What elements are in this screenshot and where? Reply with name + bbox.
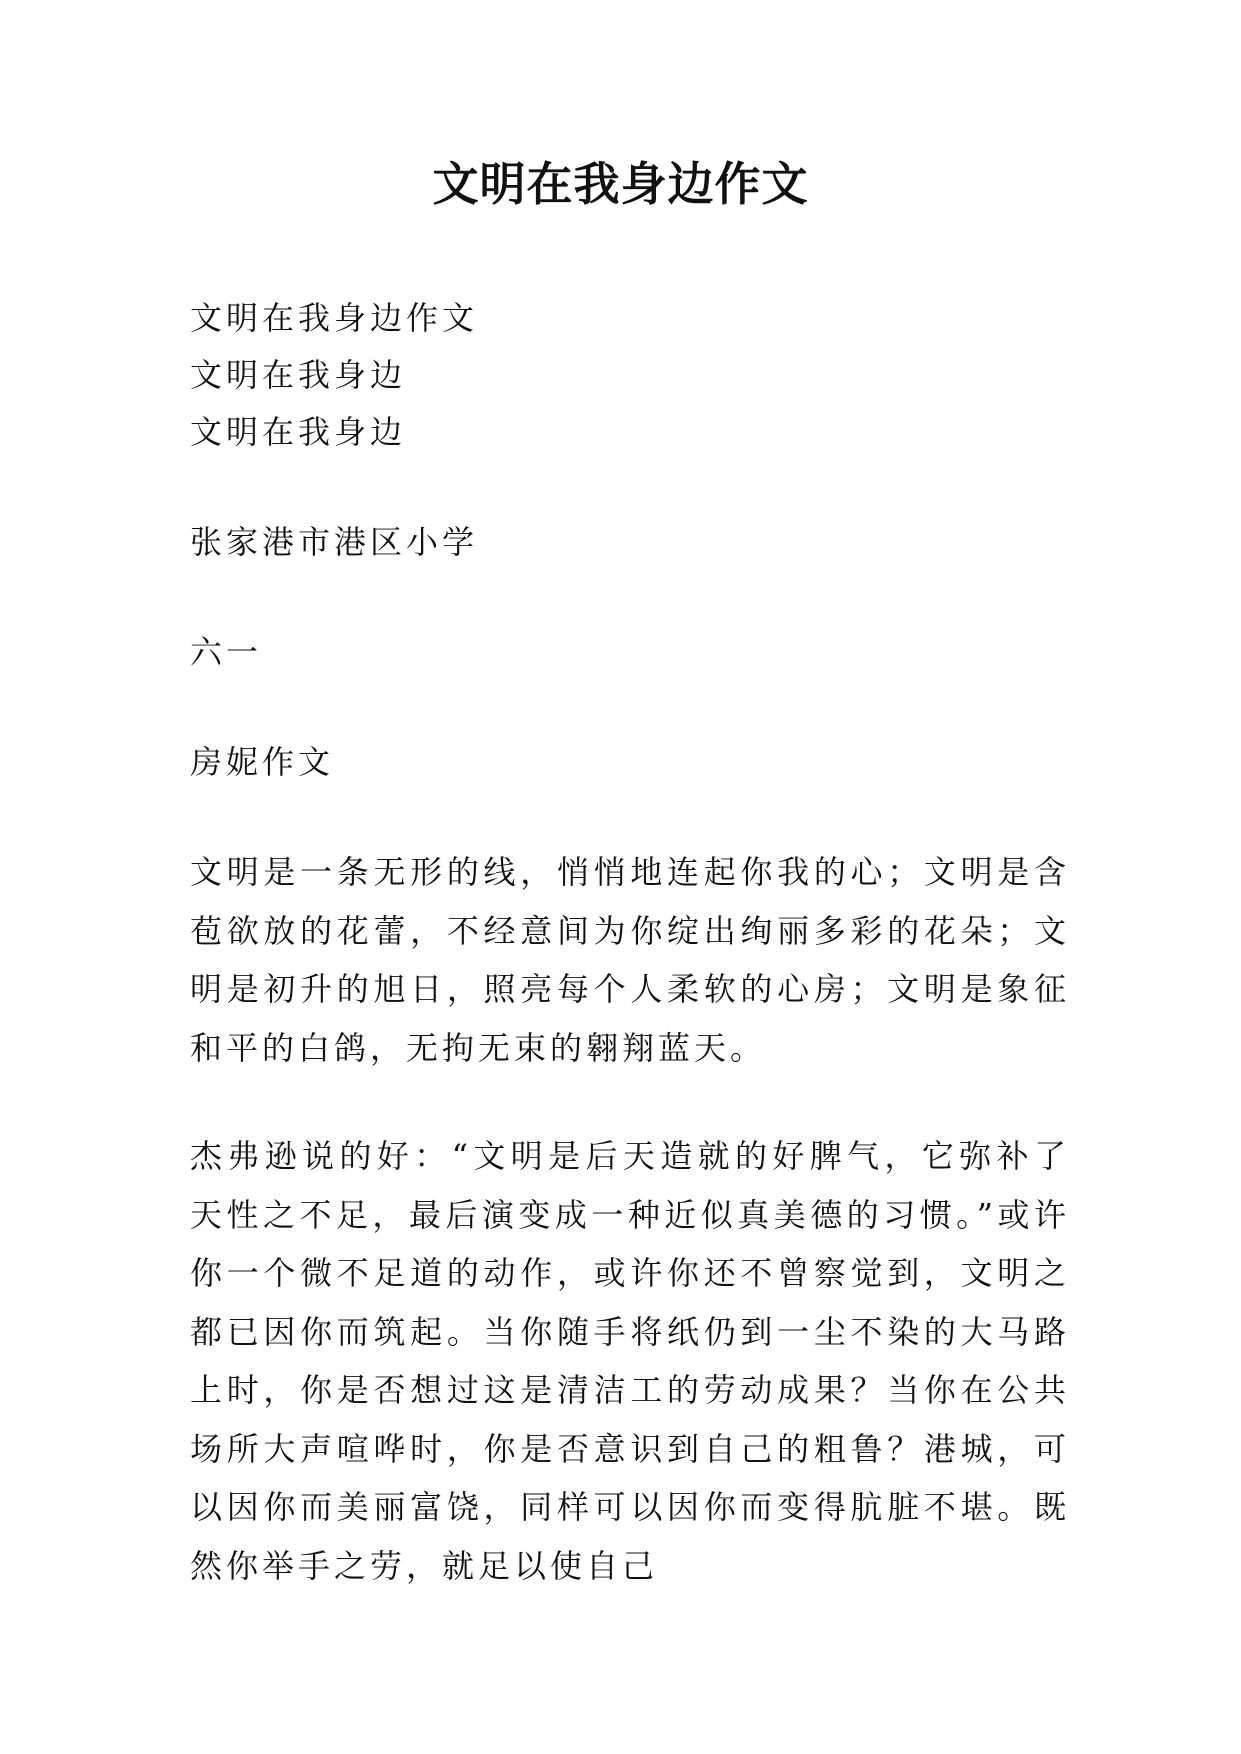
spacer [190,1077,1070,1127]
document-body [190,290,1070,1595]
header-line: 文明在我身边作文 [190,299,479,337]
author-name: 房妮作文 [190,743,335,781]
spacer [190,791,1070,843]
document-title: 文明在我身边作文 [432,157,809,211]
spacer [190,571,1070,624]
header-line: 文明在我身边 [190,356,407,394]
school-name: 张家港市港区小学 [190,523,479,561]
paragraph: 杰弗逊说的好：“文明是后天造就的好脾气，它弥补了天性之不足，最后演变成一种近似真美德的习惯。”或许你一个微不足道的动作，或许你还不曾察觉到，文明之都已因你而筑起。当你随手将纸仍到一尘不染的大马路上时，你是否想过这是清洁工的劳动成果？当你在公共场所大声喧哗时，你是否意识到自己的粗鲁？港城，可以因你而美丽富饶，同样可以因你而变得肮脏不堪。既然你举手之劳，就足以使自己 [190,1137,1070,1585]
spacer [190,681,1070,734]
class-name: 六一 [190,633,263,671]
spacer [190,461,1070,514]
paragraph: 文明是一条无形的线，悄悄地连起你我的心；文明是含苞欲放的花蕾，不经意间为你绽出绚丽多彩的花朵；文明是初升的旭日，照亮每个人柔软的心房；文明是象征和平的白鸽，无拘无束的翱翔蓝天。 [190,853,1070,1067]
header-line: 文明在我身边 [190,413,407,451]
